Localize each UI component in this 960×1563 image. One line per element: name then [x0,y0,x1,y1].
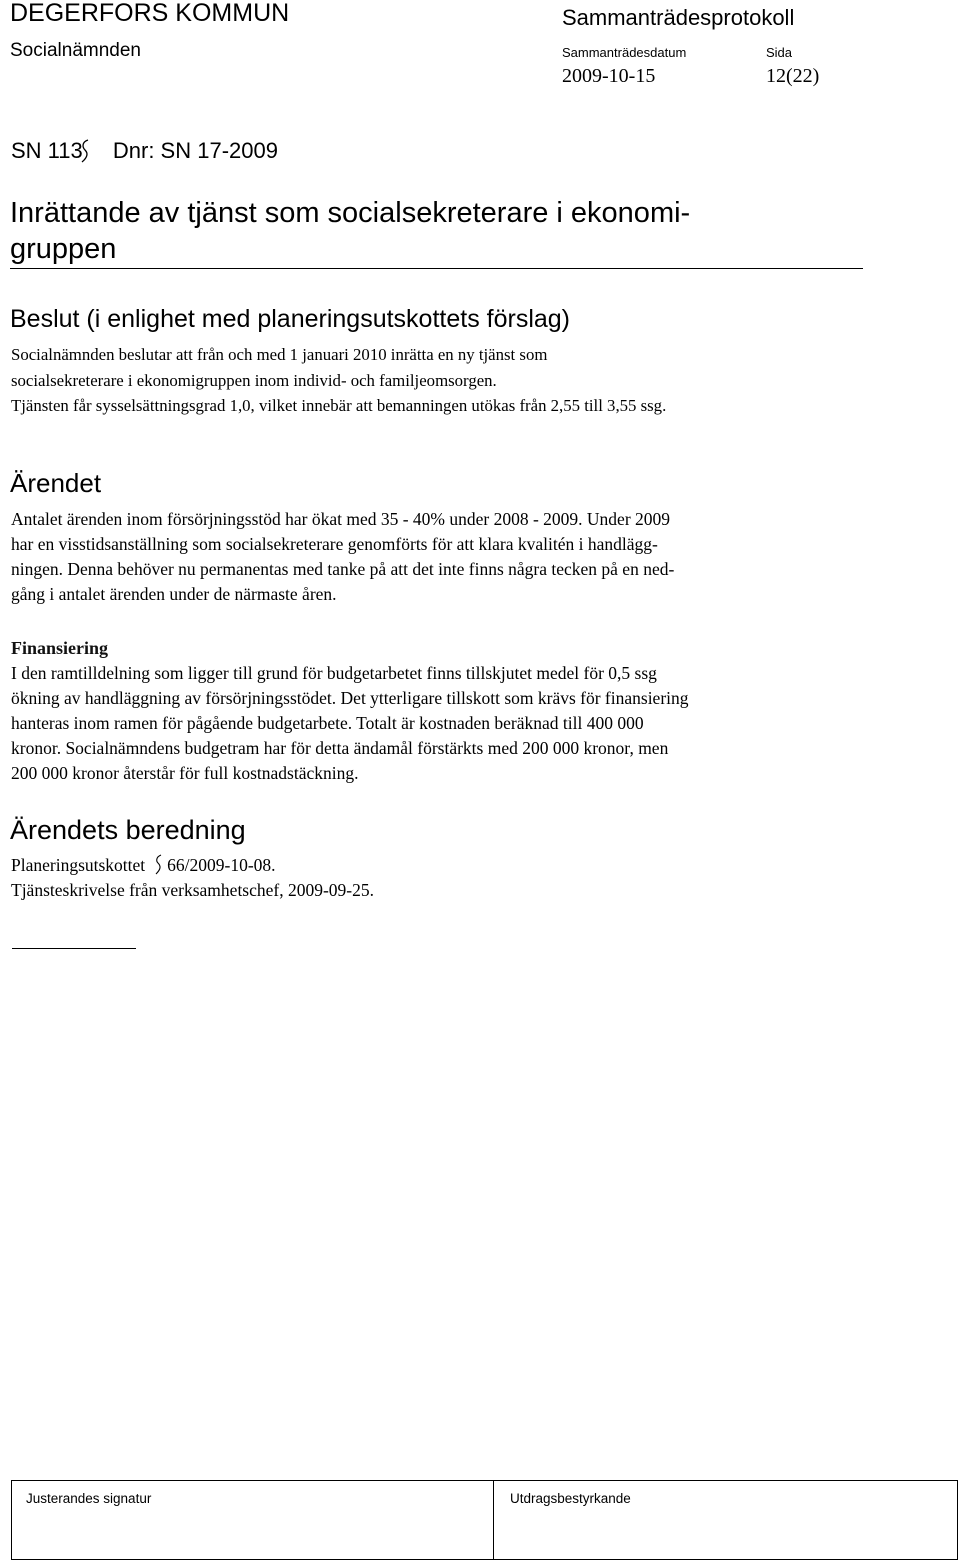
document-title-line-2: gruppen [10,233,117,265]
decision-heading: Beslut (i enlighet med planeringsutskottets förslag) [10,305,571,333]
footer-signature-table [11,1480,958,1560]
document-title-line-1: Inrättande av tjänst som socialsekreterare i ekonomi- [10,197,691,229]
decision-line: Tjänsten får sysselsättningsgrad 1,0, vilket innebär att bemanningen utökas från 2,55 till 3,55 ssg. [11,396,667,415]
signature-cell[interactable] [12,1481,494,1559]
meeting-date-label: Sammanträdesdatum [562,45,687,60]
title-underline [10,268,863,269]
document-type: Sammanträdesprotokoll [562,5,795,30]
matter-line: ningen. Denna behöver nu permanentas med tanke på att det inte finns några tecken på en ned- [11,559,675,579]
paragraph-sign-icon [153,854,163,876]
decision-line: socialsekreterare i ekonomigruppen inom individ- och familjeomsorgen. [11,370,497,390]
financing-line: kronor. Socialnämndens budgetram har för detta ändamål förstärkts med 200 000 kronor, men [11,738,669,758]
extract-cell[interactable] [494,1481,957,1559]
preparation-heading: Ärendets beredning [10,815,246,845]
document-title [10,195,870,267]
financing-text [11,661,871,786]
case-dnr: Dnr: SN 17-2009 [112,138,278,163]
page-label: Sida [766,45,793,60]
case-line [11,137,278,165]
decision-text [11,342,871,419]
financing-line: I den ramtilldelning som ligger till grund för budgetarbetet finns tillskjutet medel för 0,5 ssg [11,663,657,683]
matter-text [11,507,871,607]
financing-line: 200 000 kronor återstår för full kostnadstäckning. [11,763,359,783]
organization-name: DEGERFORS KOMMUN [10,0,290,27]
preparation-text [11,853,871,903]
preparation-reference: 66/2009-10-08. [167,855,276,875]
matter-line: gång i antalet ärenden under de närmaste åren. [11,584,337,604]
signature-line [12,948,136,949]
preparation-line: Tjänsteskrivelse från verksamhetschef, 2009-09-25. [11,880,375,900]
matter-line: har en visstidsanställning som socialsekreterare genomförts för att klara kvalitén i handlägg- [11,534,658,554]
preparation-line [11,853,871,878]
case-number: SN 113 [11,138,83,163]
department-name: Socialnämnden [10,40,141,61]
signature-label: Justerandes signatur [26,1491,152,1506]
paragraph-sign-icon [78,138,92,166]
extract-label: Utdragsbestyrkande [510,1491,631,1506]
financing-heading: Finansiering [11,638,109,658]
financing-line: ökning av handläggning av försörjningsstödet. Det ytterligare tillskott som krävs för finansiering [11,688,689,708]
preparation-committee: Planeringsutskottet [11,855,146,875]
meeting-date-value: 2009-10-15 [562,65,656,87]
page-number: 12(22) [766,65,820,87]
matter-line: Antalet ärenden inom försörjningsstöd har ökat med 35 - 40% under 2008 - 2009. Under 2009 [11,509,671,529]
matter-heading: Ärendet [10,468,102,498]
financing-line: hanteras inom ramen för pågående budgetarbete. Totalt är kostnaden beräknad till 400 000 [11,713,644,733]
decision-line: Socialnämnden beslutar att från och med 1 januari 2010 inrätta en ny tjänst som [11,345,548,364]
